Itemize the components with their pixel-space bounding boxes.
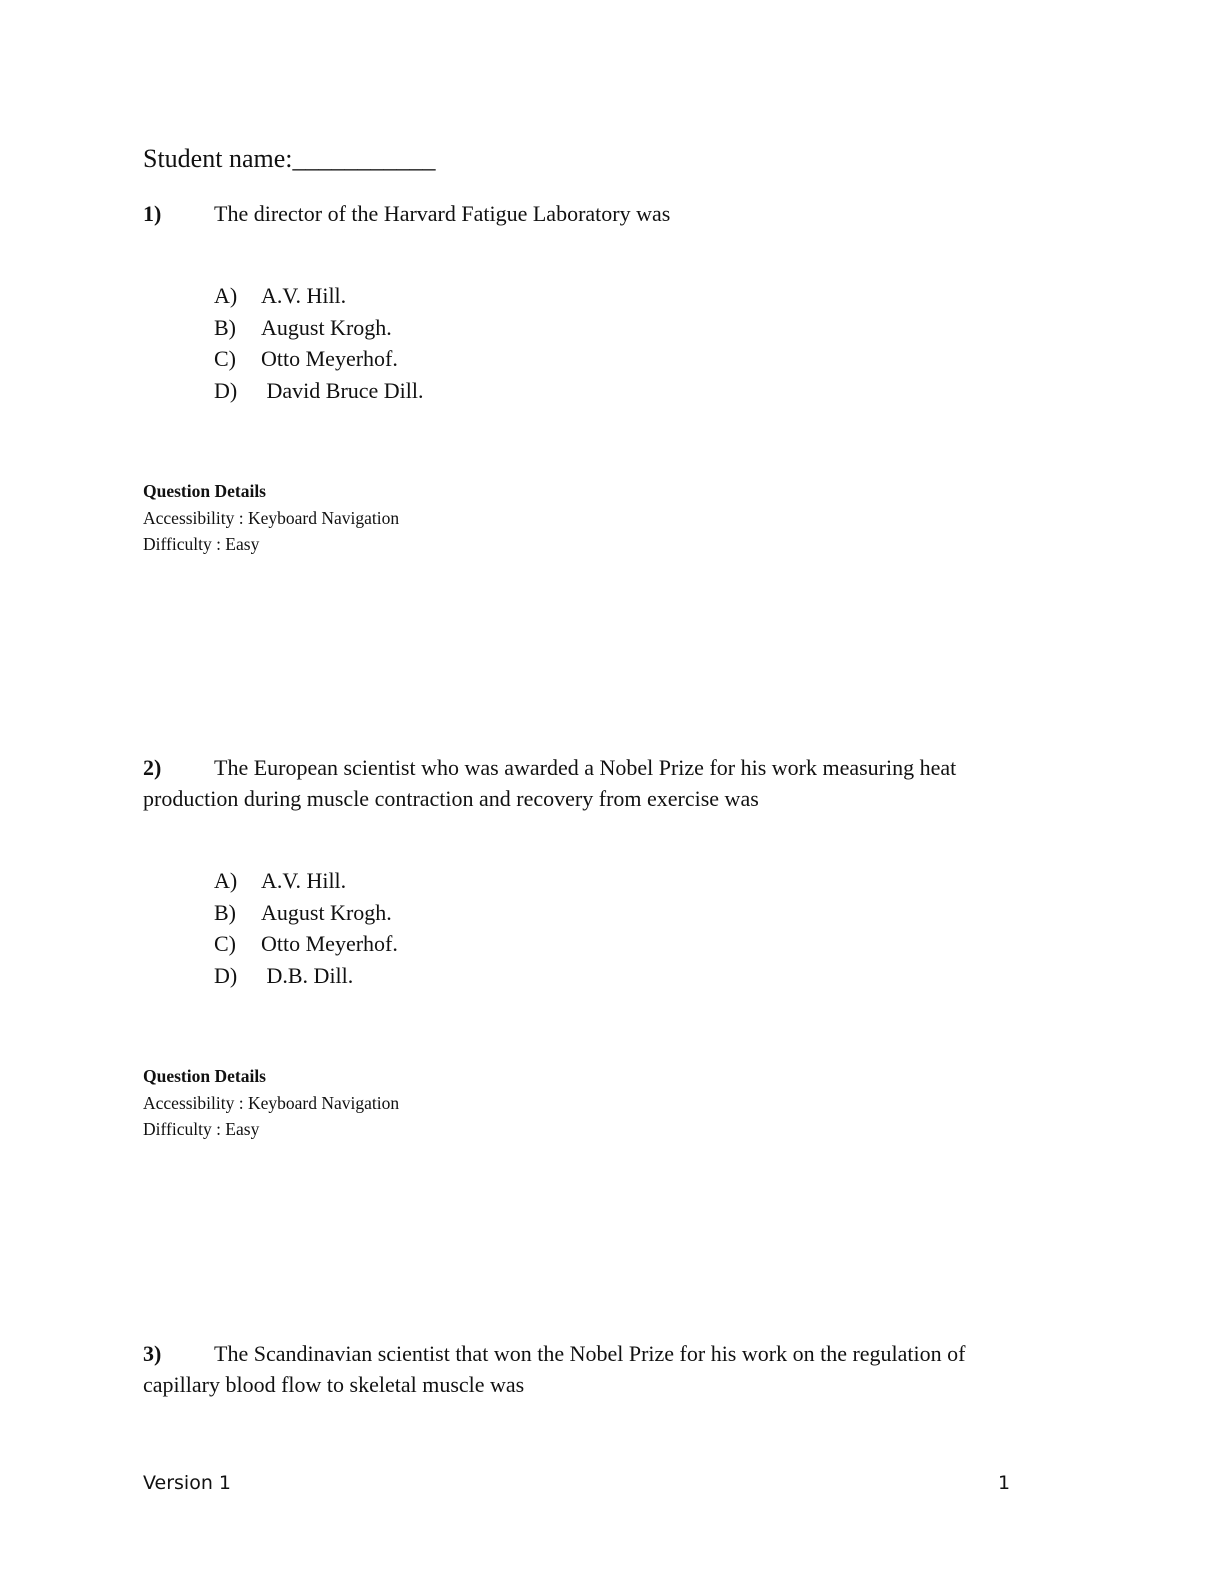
option-text: A.V. Hill.: [261, 283, 347, 308]
question-1-option-a: [214, 280, 424, 312]
footer-page-number: 1: [998, 1472, 1011, 1494]
question-1-option-c: [214, 343, 424, 375]
details-accessibility: Accessibility : Keyboard Navigation: [143, 1092, 400, 1113]
option-text: A.V. Hill.: [261, 868, 347, 893]
question-2-option-c: [214, 928, 398, 960]
option-letter: D): [214, 377, 238, 403]
option-text: Otto Meyerhof.: [261, 346, 398, 371]
question-3-number: 3): [143, 1341, 162, 1366]
option-text: David Bruce Dill.: [261, 377, 424, 403]
question-1-option-b: [214, 312, 424, 344]
details-difficulty: Difficulty : Easy: [143, 1119, 260, 1139]
question-2-option-b: [214, 897, 398, 929]
question-2-details: [143, 1063, 399, 1143]
option-text: August Krogh.: [261, 314, 392, 340]
question-3: [143, 1338, 1043, 1400]
question-1-options: [214, 280, 424, 406]
details-title: Question Details: [143, 481, 266, 501]
question-2-options: [214, 865, 398, 991]
question-2: [143, 752, 1043, 814]
student-name-field: Student name:___________: [143, 144, 436, 173]
details-accessibility: Accessibility : Keyboard Navigation: [143, 507, 400, 528]
question-1-number: 1): [143, 201, 162, 226]
question-2-option-d: [214, 960, 398, 992]
option-text: August Krogh.: [261, 899, 392, 925]
question-2-text: The European scientist who was awarded a Nobel Prize for his work measuring heat production during muscle contraction and recovery from exercise was: [143, 755, 957, 811]
footer-version: Version 1: [143, 1472, 231, 1494]
question-1-details: [143, 478, 399, 558]
option-letter: B): [214, 314, 236, 340]
question-1-option-d: [214, 375, 424, 407]
question-1: [143, 198, 1043, 229]
question-1-text: The director of the Harvard Fatigue Laboratory was: [214, 201, 671, 226]
option-letter: A): [214, 283, 238, 308]
details-difficulty: Difficulty : Easy: [143, 534, 260, 554]
question-3-text: The Scandinavian scientist that won the Nobel Prize for his work on the regulation of capillary blood flow to skeletal muscle was: [143, 1341, 966, 1397]
option-letter: B): [214, 899, 236, 925]
option-letter: D): [214, 962, 238, 988]
option-text: D.B. Dill.: [261, 962, 354, 988]
option-letter: C): [214, 346, 236, 371]
option-text: Otto Meyerhof.: [261, 931, 398, 956]
option-letter: A): [214, 868, 238, 893]
details-title: Question Details: [143, 1066, 266, 1086]
question-2-option-a: [214, 865, 398, 897]
question-2-number: 2): [143, 755, 162, 780]
option-letter: C): [214, 931, 236, 956]
